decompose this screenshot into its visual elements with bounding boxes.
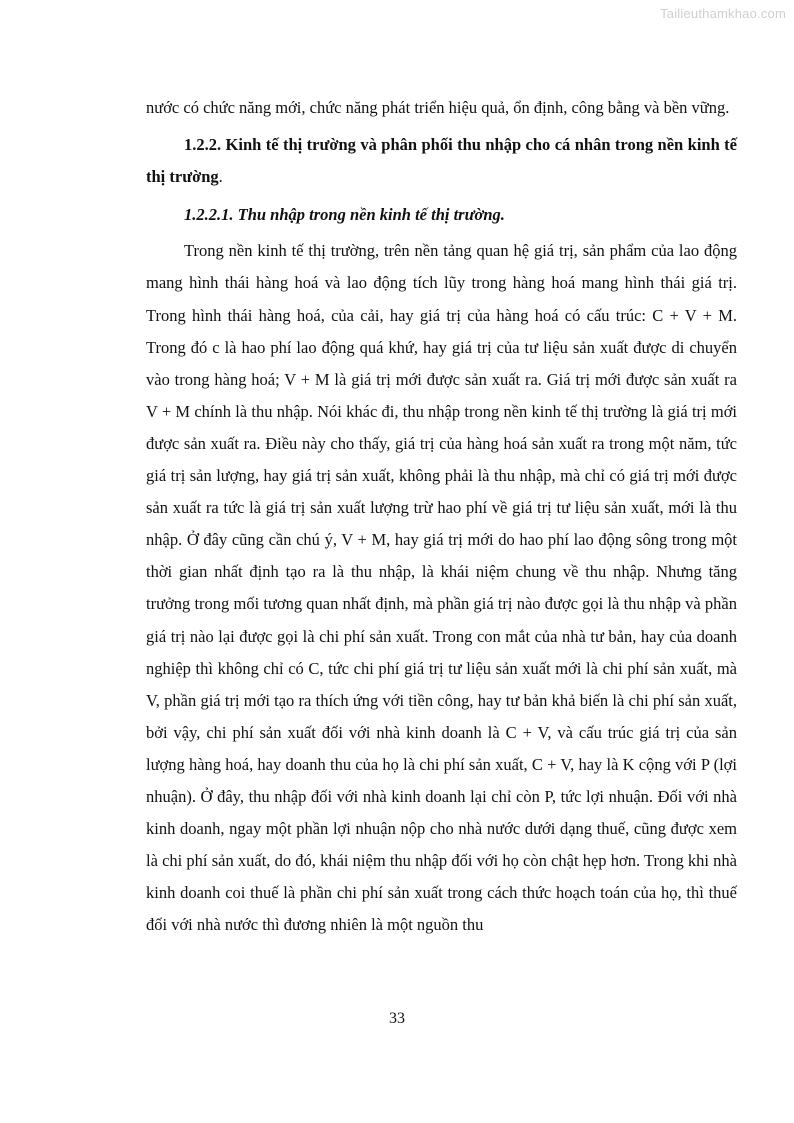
subsection-heading: 1.2.2.1. Thu nhập trong nền kinh tế thị trường. xyxy=(184,205,505,225)
section-heading xyxy=(146,129,737,193)
section-heading-text: 1.2.2. Kinh tế thị trường và phân phối thu nhập cho cá nhân trong nền kinh tế thị trường xyxy=(146,135,737,187)
watermark: Tailieuthamkhao.com xyxy=(660,6,786,21)
paragraph-body: Trong nền kinh tế thị trường, trên nền tảng quan hệ giá trị, sản phẩm của lao động mang hình thái hàng hoá và lao động tích lũy trong hàng hoá mang hình thái giá trị. Trong hình thái hàng hoá, của cải, hay giá trị của hàng hoá có cấu trúc: C + V + M. Trong đó c là hao phí lao động quá khứ, hay giá trị của tư liệu sản xuất được di chuyển vào trong hàng hoá; V + M là giá trị mới được sản xuất ra. Giá trị mới được sản xuất ra V + M chính là thu nhập. Nói khác đi, thu nhập trong nền kinh tế thị trường là giá trị mới được sản xuất ra. Điều này cho thấy, giá trị của hàng hoá sản xuất ra trong một năm, tức giá trị sản lượng, hay giá trị sản xuất, không phải là thu nhập, mà chỉ có giá trị mới được sản xuất ra tức là giá trị sản xuất lượng trừ hao phí về giá trị tư liệu sản xuất, mới là thu nhập. Ở đây cũng cần chú ý, V + M, hay giá trị mới do hao phí lao động sông trong một thời gian nhất định tạo ra là thu nhập, là khái niệm chung về thu nhập. Nhưng tăng trưởng trong mối tương quan nhất định, mà phần giá trị nào được gọi là thu nhập và phần giá trị nào lại được gọi là chi phí sản xuất. Trong con mắt của nhà tư bản, hay của doanh nghiệp thì không chỉ có C, tức chi phí giá trị tư liệu sản xuất mới là chi phí sản xuất, mà V, phần giá trị mới tạo ra thích ứng với tiền công, hay tư bản khả biến là chi phí sản xuất, bởi vậy, chi phí sản xuất đối với nhà kinh doanh là C + V, và cấu trúc giá trị của sản lượng hàng hoá, hay doanh thu của họ là chi phí sản xuất, C + V, hay là K cộng với P (lợi nhuận). Ở đây, thu nhập đối với nhà kinh doanh lại chỉ còn P, tức lợi nhuận. Đối với nhà kinh doanh, ngay một phần lợi nhuận nộp cho nhà nước dưới dạng thuế, cũng được xem là chi phí sản xuất, do đó, khái niệm thu nhập đối với họ còn chật hẹp hơn. Trong khi nhà kinh doanh coi thuế là phần chi phí sản xuất trong cách thức hoạch toán của họ, thì thuế đối với nhà nước thì đương nhiên là một nguồn thu xyxy=(146,241,737,935)
paragraph-continuation: nước có chức năng mới, chức năng phát triển hiệu quả, ổn định, công bằng và bền vững. xyxy=(146,98,730,117)
page-number: 33 xyxy=(389,1010,405,1027)
page-content xyxy=(146,92,737,941)
section-heading-end: . xyxy=(218,167,223,187)
